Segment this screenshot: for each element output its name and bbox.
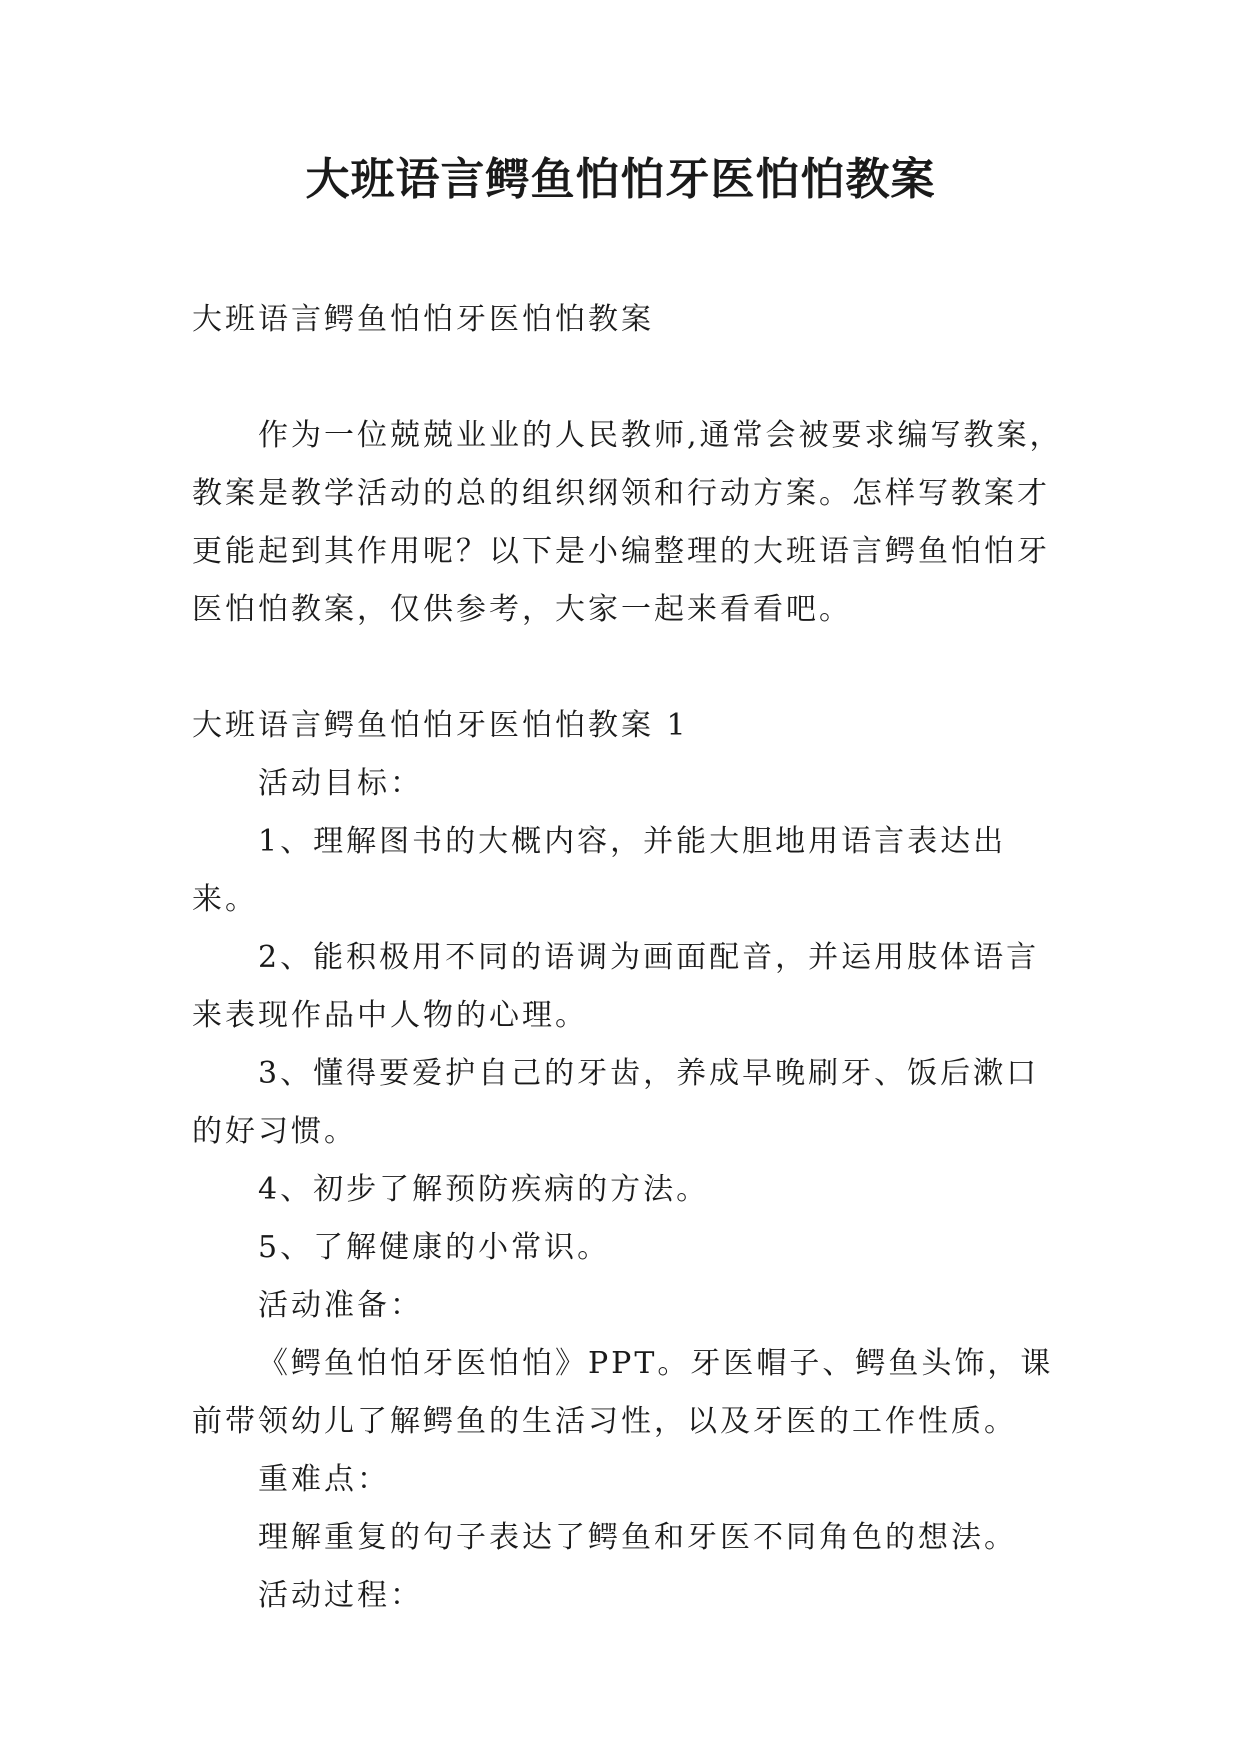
document-title: 大班语言鳄鱼怕怕牙医怕怕教案 [305,154,936,205]
intro-paragraph: 作为一位兢兢业业的人民教师,通常会被要求编写教案，教案是教学活动的总的组织纲领和行动方案。怎样写教案才更能起到其作用呢？以下是小编整理的大班语言鳄鱼怕怕牙医怕怕教案，仅供参考，大家一起来看看吧。 [192,418,1063,627]
goal-item: 2、能积极用不同的语调为画面配音，并运用肢体语言来表现作品中人物的心理。 [192,940,1040,1033]
key-points-heading: 重难点： [258,1462,390,1497]
key-points-paragraph: 理解重复的句子表达了鳄鱼和牙医不同角色的想法。 [258,1520,1017,1555]
section-title: 大班语言鳄鱼怕怕牙医怕怕教案 1 [192,708,689,743]
document-body [192,291,1064,1625]
goal-item: 3、懂得要爱护自己的牙齿，养成早晚刷牙、饭后漱口的好习惯。 [192,1056,1040,1149]
goal-item: 5、了解健康的小常识。 [258,1230,611,1265]
process-heading: 活动过程： [258,1578,423,1613]
goals-heading: 活动目标： [258,766,423,801]
document-subtitle: 大班语言鳄鱼怕怕牙医怕怕教案 [192,302,654,337]
prep-paragraph: 《鳄鱼怕怕牙医怕怕》PPT。牙医帽子、鳄鱼头饰，课前带领幼儿了解鳄鱼的生活习性，以及牙医的工作性质。 [192,1346,1054,1439]
goal-item: 4、初步了解预防疾病的方法。 [258,1172,710,1207]
goal-item: 1、理解图书的大概内容，并能大胆地用语言表达出来。 [192,824,1007,917]
prep-heading: 活动准备： [258,1288,423,1323]
